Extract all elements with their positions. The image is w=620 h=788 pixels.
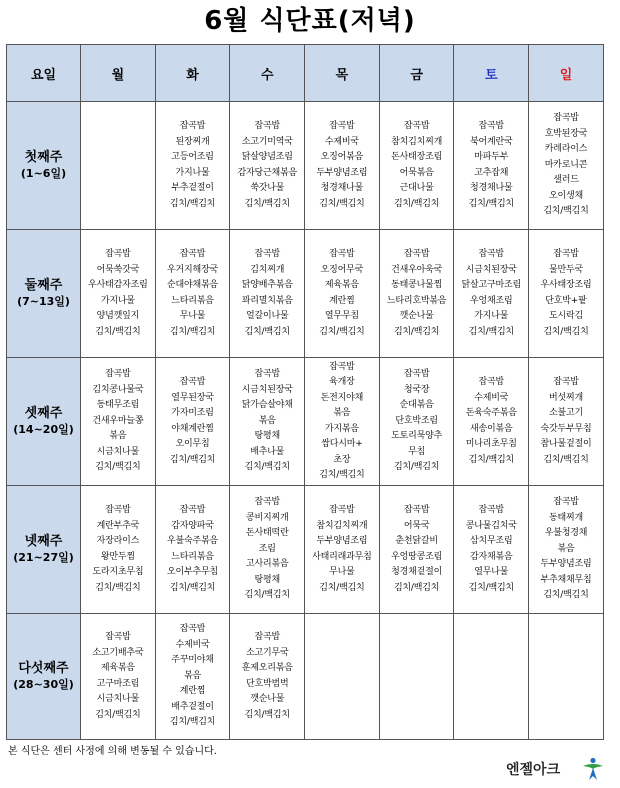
dish-item: 사태리래과무침 [312,551,372,562]
dish-item: 감자채볶음 [470,551,513,562]
week-row [7,614,604,740]
menu-table [6,44,604,740]
dish-item: 건새우마늘쫑 [92,415,144,426]
dish-item: 버섯찌개 [548,392,583,403]
dish-item: 닭살양념조림 [241,152,293,162]
dish-item: 콩비지찌개 [245,512,289,523]
dish-item: 김치/백김치 [319,198,365,209]
dish-item: 오이생채 [548,190,583,201]
dish-item: 얼갈이나물 [245,311,289,321]
dish-item: 시금치된장국 [465,264,517,275]
menu-cell-fri [379,102,454,230]
dish-item: 꽈리멸치볶음 [241,295,293,306]
dish-item: 김치/백김치 [244,709,290,720]
dish-item: 잡곡밥 [329,361,355,372]
menu-cell-mon [81,486,156,614]
dish-item: 돈전지야채 [320,392,364,403]
dish-item: 시금치나물 [96,446,140,457]
dish-item: 볶음 [557,543,575,554]
week-label-cell [7,230,81,358]
menu-cell-mon [81,358,156,486]
dish-item: 가지볶음 [324,423,359,434]
menu-cell-sun [529,614,604,740]
dish-item: 순대볶음 [399,400,434,411]
dish-item: 잡곡밥 [478,505,505,515]
dish-item: 왕만두찜 [100,551,135,562]
dish-item: 김치/백김치 [169,326,216,337]
dish-item: 잡곡밥 [478,377,505,387]
week-row [7,230,604,358]
dish-item: 소불고기 [548,408,583,418]
week-row [7,486,604,614]
week-label-cell [7,614,81,740]
week-name: 둘째주 [24,278,63,293]
week-date-range: (21~27일) [13,551,74,564]
dish-item: 동태무조림 [96,400,140,411]
dish-item: 잡곡밥 [403,249,430,259]
header-row [7,45,604,102]
dish-item: 잡곡밥 [179,624,206,635]
dish-item: 청경채나물 [470,183,513,193]
dish-item: 잡곡밥 [329,249,355,259]
dish-item: 잡곡밥 [179,377,206,387]
dish-item: 조림 [258,543,276,554]
weeks-body [7,102,604,740]
dish-item: 김치/백김치 [543,590,589,601]
dish-item: 참나물겉절이 [540,439,592,449]
dish-item: 잡곡밥 [254,369,280,380]
menu-cell-thu [305,102,380,230]
dish-item: 가지나물 [175,167,210,178]
dish-item: 어묵국 [403,520,430,531]
menu-cell-thu [305,230,380,358]
dish-item: 잡곡밥 [553,377,579,387]
dish-item: 두부양념조림 [540,559,592,570]
dish-item: 무침 [408,446,426,457]
dish-item: 열무무침 [324,311,359,321]
angel-ark-logo-icon [582,757,604,781]
dish-item: 탕평채 [254,574,280,585]
dish-item: 배추나물 [250,446,285,457]
week-name: 다섯째주 [18,661,69,676]
dish-item: 마파두부 [474,152,509,162]
dish-item: 물만두국 [548,264,583,275]
dish-item: 김치/백김치 [95,709,141,720]
week-name: 첫째주 [24,150,63,165]
dish-item: 단호박범벅 [245,678,289,689]
week-name: 셋째주 [24,406,63,421]
menu-cell-mon [81,614,156,740]
dish-item: 잡곡밥 [179,121,206,131]
menu-cell-sun [529,486,604,614]
dish-item: 우사태감자조림 [88,280,148,290]
dish-item: 잡곡밥 [254,249,280,259]
menu-cell-mon [81,230,156,358]
dish-item: 야채계란찜 [171,423,214,434]
dish-item: 소고기무국 [245,647,289,658]
dish-item: 시금치나물 [96,694,140,704]
dish-item: 잡곡밥 [403,505,430,515]
menu-cell-fri [379,230,454,358]
week-label-cell [7,358,81,486]
dish-item: 잡곡밥 [478,249,505,259]
dish-item: 잡곡밥 [403,369,430,380]
menu-cell-tue [155,614,230,740]
dish-item: 청국장 [403,384,430,395]
menu-cell-sat [454,486,529,614]
menu-cell-wed [230,102,305,230]
week-date-range: (1~6일) [20,167,67,180]
week-date-range: (14~20일) [13,423,74,436]
dish-item: 김치/백김치 [468,326,514,337]
dish-item: 잡곡밥 [478,121,505,131]
logo [506,757,606,781]
dish-item: 제육볶음 [100,663,135,673]
dish-item: 김치/백김치 [95,582,141,593]
dish-item: 잡곡밥 [553,249,579,259]
dish-item: 마카로니콘 [544,159,588,170]
dish-item: 호박된장국 [544,128,588,139]
dish-item: 오징어볶음 [320,152,364,162]
day-header-mon: 월 [81,45,156,102]
dish-item: 잡곡밥 [553,113,579,124]
dish-item: 볶음 [333,408,351,418]
dish-item: 느타리호박볶음 [386,295,447,306]
dish-item: 잡곡밥 [254,121,280,131]
dish-item: 김치/백김치 [543,206,589,217]
menu-cell-thu [305,358,380,486]
dish-item: 김치/백김치 [468,582,514,593]
menu-cell-tue [155,358,230,486]
dish-item: 시금치된장국 [241,384,293,395]
dish-item: 가자미조림 [171,408,214,418]
dish-item: 느타리볶음 [171,551,214,562]
dish-item: 자장라이스 [96,536,140,546]
week-name: 넷째주 [24,534,63,549]
logo-text: 엔젤아크 [506,762,561,778]
dish-item: 김치/백김치 [319,470,365,480]
menu-cell-tue [155,230,230,358]
dish-item: 근대나물 [399,183,434,193]
menu-cell-sun [529,358,604,486]
dish-item: 참치김치찌개 [316,520,368,531]
dish-item: 소고기미역국 [241,136,293,147]
dish-item: 고추잡채 [474,167,509,178]
dish-item: 감자양파국 [171,520,214,531]
dish-item: 청경채겉절이 [391,567,443,577]
day-header-sun: 일 [529,45,604,102]
dish-item: 김치/백김치 [319,326,365,337]
dish-item: 춘천닭갈비 [395,536,438,546]
menu-cell-wed [230,358,305,486]
dish-item: 닭살고구마조림 [461,280,522,290]
menu-cell-sun [529,102,604,230]
dish-item: 어묵볶음 [399,167,434,178]
dish-item: 고사리볶음 [245,559,289,570]
dish-item: 훈제오리볶음 [241,663,293,673]
dish-item: 도토리묵양추 [391,431,443,442]
menu-cell-sat [454,230,529,358]
dish-item: 볶음 [184,670,202,681]
dish-item: 김치찌개 [250,264,285,275]
dish-item: 샐러드 [553,175,579,186]
dish-item: 김치/백김치 [319,582,365,593]
dish-item: 김치/백김치 [244,198,290,209]
dish-item: 잡곡밥 [105,505,131,515]
menu-cell-tue [155,486,230,614]
dish-item: 수제비국 [324,136,359,147]
dish-item: 김치/백김치 [169,454,216,465]
dish-item: 김치/백김치 [244,326,290,337]
dish-item: 숙갓두부무침 [540,423,592,434]
dish-item: 우엉땅콩조림 [391,551,443,562]
dish-item: 순대야채볶음 [167,280,219,290]
menu-cell-wed [230,614,305,740]
dish-item: 도라지초무침 [92,567,144,577]
dish-item: 어묵쑥갓국 [96,264,140,275]
dish-item: 잡곡밥 [105,632,131,642]
header-label: 요일 [7,45,81,102]
menu-cell-sun [529,230,604,358]
dish-item: 무나물 [179,311,206,321]
dish-item: 닭양배추볶음 [241,280,293,290]
dish-item: 수제비국 [175,639,210,650]
dish-item: 쌈다시마+ [321,439,363,449]
dish-item: 우엉채조림 [470,295,513,306]
day-header-wed: 수 [230,45,305,102]
dish-item: 잡곡밥 [254,632,280,642]
dish-item: 볶음 [258,415,276,426]
dish-item: 김치/백김치 [468,454,514,465]
dish-item: 우불숙주볶음 [167,536,219,546]
menu-cell-fri [379,358,454,486]
dish-item: 콩나물김치국 [465,520,517,531]
menu-cell-sat [454,358,529,486]
week-date-range: (7~13일) [17,295,70,308]
dish-item: 부추채채무침 [540,574,592,585]
menu-cell-mon [81,102,156,230]
dish-item: 잡곡밥 [329,505,355,515]
week-row [7,102,604,230]
dish-item: 김치/백김치 [393,462,440,473]
dish-item: 김치/백김치 [468,198,514,209]
dish-item: 김치/백김치 [543,454,589,465]
week-label-cell [7,102,81,230]
dish-item: 돈육숙주볶음 [465,408,517,418]
page-title: 6월 식단표(저녁) [204,6,416,36]
dish-item: 건새우아욱국 [391,264,443,275]
dish-item: 동태콩나물찜 [391,280,443,290]
dish-item: 김치/백김치 [393,326,440,337]
menu-cell-wed [230,230,305,358]
day-header-fri: 금 [379,45,454,102]
dish-item: 오이무침 [175,439,210,449]
dish-item: 단호박+팥 [545,295,587,306]
menu-cell-tue [155,102,230,230]
dish-item: 닭가슴살야채 [241,400,293,411]
week-row [7,358,604,486]
dish-item: 김치/백김치 [393,198,440,209]
dish-item: 된장찌개 [175,136,210,147]
dish-item: 느타리볶음 [171,295,214,306]
dish-item: 청경채나물 [320,183,364,193]
dish-item: 참치김치찌개 [391,136,443,147]
day-header-tue: 화 [155,45,230,102]
dish-item: 부추겉절이 [171,183,214,193]
dish-item: 돈사태장조림 [391,152,443,162]
dish-item: 김치/백김치 [169,198,216,209]
dish-item: 잡곡밥 [105,249,131,259]
dish-item: 고구마조림 [96,678,140,689]
dish-item: 깻순나물 [250,694,285,704]
dish-item: 우거지해장국 [167,264,219,275]
week-label-cell [7,486,81,614]
dish-item: 잡곡밥 [179,505,206,515]
dish-item: 수제비국 [474,392,509,403]
dish-item: 김치/백김치 [393,582,440,593]
menu-cell-thu [305,486,380,614]
dish-item: 잡곡밥 [179,249,206,259]
dish-item: 김치콩나물국 [92,384,144,395]
menu-cell-sat [454,102,529,230]
dish-item: 단호박조림 [395,415,438,426]
menu-cell-fri [379,614,454,740]
dish-item: 돈사태떡란 [245,528,289,539]
dish-item: 김치/백김치 [244,590,290,601]
dish-item: 잡곡밥 [553,497,579,508]
dish-item: 배추겉절이 [171,701,214,712]
dish-item: 초장 [333,454,351,465]
dish-item: 가지나물 [100,295,135,306]
dish-item: 잡곡밥 [329,121,355,131]
dish-item: 우불청경채 [544,528,588,539]
dish-item: 우사태장조림 [540,280,592,290]
menu-cell-fri [379,486,454,614]
dish-item: 주꾸미야채 [171,655,214,666]
day-header-sat: 토 [454,45,529,102]
dish-item: 두부양념조림 [316,536,368,546]
menu-cell-thu [305,614,380,740]
dish-item: 계란찜 [179,686,206,697]
dish-item: 감자당근채볶음 [237,167,297,178]
dish-item: 김치/백김치 [244,462,290,473]
dish-item: 오이부추무침 [167,567,219,577]
menu-cell-wed [230,486,305,614]
dish-item: 카레라이스 [544,144,588,155]
dish-item: 잡곡밥 [254,497,280,508]
dish-item: 제육볶음 [324,280,359,290]
dish-item: 볶음 [109,431,127,442]
dish-item: 두부양념조림 [316,167,368,178]
dish-item: 새송이볶음 [470,423,513,434]
dish-item: 무나물 [329,567,355,577]
dish-item: 미나리초무침 [465,439,517,449]
menu-cell-sat [454,614,529,740]
notice-text: 본 식단은 센터 사정에 의해 변동될 수 있습니다. [8,746,217,757]
dish-item: 계란찜 [329,295,355,306]
dish-item: 가지나물 [474,311,509,321]
dish-item: 쑥갓나물 [250,183,285,193]
dish-item: 열무된장국 [171,392,214,403]
dish-item: 동태찌개 [548,512,583,523]
dish-item: 잡곡밥 [403,121,430,131]
week-date-range: (28~30일) [13,678,74,691]
dish-item: 탕평채 [254,431,280,442]
dish-item: 김치/백김치 [169,717,216,728]
dish-item: 도시락김 [548,311,583,321]
dish-item: 김치/백김치 [95,326,141,337]
dish-item: 육개장 [329,377,355,387]
dish-item: 열무나물 [474,567,509,577]
dish-item: 깻순나물 [399,311,434,321]
dish-item: 북어계란국 [470,136,513,147]
dish-item: 계란부추국 [96,520,140,531]
day-header-thu: 목 [305,45,380,102]
dish-item: 고등어조림 [171,152,214,162]
dish-item: 잡곡밥 [105,369,131,380]
dish-item: 삼치무조림 [470,536,513,546]
dish-item: 소고기배추국 [92,647,144,658]
dish-item: 양념깻잎지 [96,311,140,321]
dish-item: 김치/백김치 [95,462,141,473]
dish-item: 오징어무국 [320,264,364,275]
dish-item: 김치/백김치 [543,326,589,337]
dish-item: 김치/백김치 [169,582,216,593]
